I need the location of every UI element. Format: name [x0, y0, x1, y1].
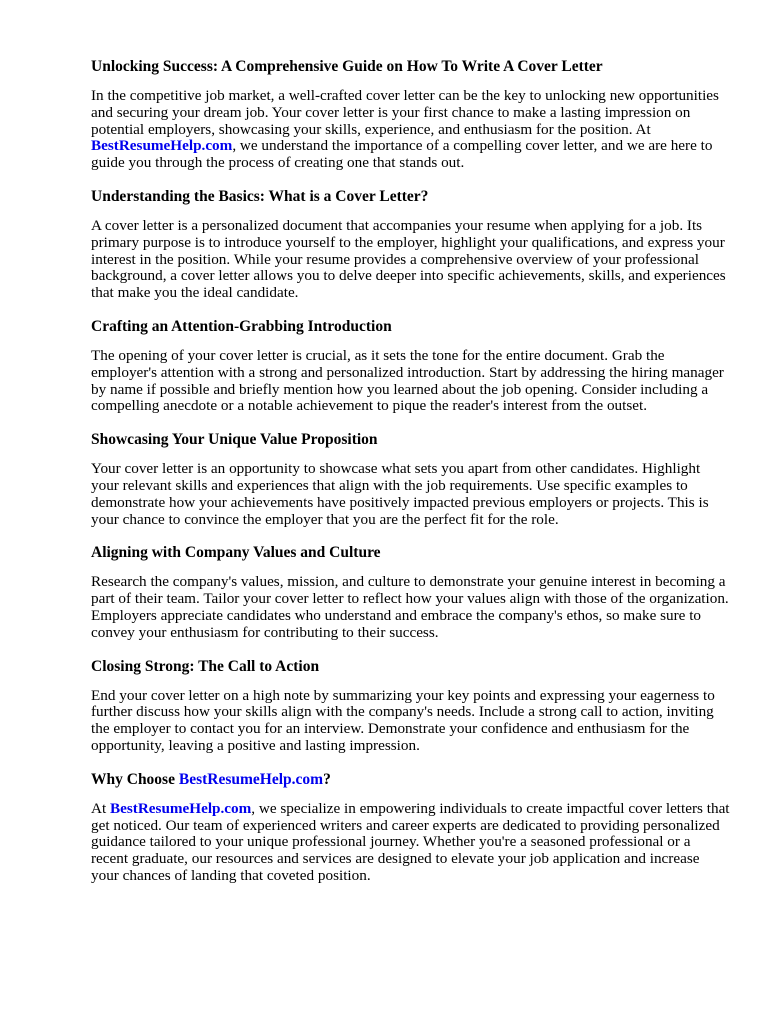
why-heading-link[interactable]: BestResumeHelp.com [178, 770, 324, 788]
section-heading-basics: Understanding the Basics: What is a Cover Letter? [91, 187, 429, 205]
section-body-why-choose [91, 801, 731, 885]
section-body-basics: A cover letter is a personalized document that accompanies your resume when applying for a job. Its primary purpose is to introduce yourself to the employer, highlight your qualifications, and express your interest in the position. While your resume provides a comprehensive overview of your professional background, a cover letter allows you to delve deeper into specific achievements, skills, and experiences that make you the ideal candidate. [91, 216, 726, 302]
section-heading-value-proposition: Showcasing Your Unique Value Proposition [91, 431, 378, 449]
intro-text-before-link: In the competitive job market, a well-crafted cover letter can be the key to unlocking new opportunities and securing your dream job. Your cover letter is your first chance to make a lasting impression on potential employers, showcasing your skills, experience, and enthusiasm for the position. At [91, 87, 719, 138]
intro-text-after-link: , we understand the importance of a compelling cover letter, and we are here to guide you through the process of creating one that stands out. [91, 137, 713, 172]
section-heading-company-values: Aligning with Company Values and Culture [91, 544, 381, 562]
why-body-before-link: At [91, 799, 110, 817]
section-heading-why-choose [91, 771, 731, 788]
intro-paragraph [91, 88, 731, 172]
why-body-link[interactable]: BestResumeHelp.com [109, 799, 252, 817]
section-heading-introduction: Crafting an Attention-Grabbing Introduction [91, 317, 392, 335]
why-heading-after-link: ? [323, 770, 331, 788]
why-body-after-link: , we specialize in empowering individuals to create impactful cover letters that get noticed. Our team of experienced writers and career experts are dedicated to providing personalized guidance tailored to your unique professional journey. Whether you're a seasoned professional or a recent graduate, our resources and services are designed to elevate your job application and increase your chances of landing that coveted position. [91, 799, 730, 884]
document-page [91, 58, 731, 885]
why-heading-before-link: Why Choose [91, 770, 179, 788]
section-body-closing: End your cover letter on a high note by summarizing your key points and expressing your eagerness to further discuss how your skills align with the company's needs. Include a strong call to action, inviting the employer to contact you for an interview. Demonstrate your confidence and enthusiasm for the opportunity, leaving a positive and lasting impression. [91, 686, 715, 754]
section-body-introduction: The opening of your cover letter is crucial, as it sets the tone for the entire document. Grab the employer's attention with a strong and personalized introduction. Start by addressing the hiring manager by name if possible and briefly mention how you learned about the job opening. Consider including a compelling anecdote or a notable achievement to pique the reader's interest from the outset. [91, 346, 724, 415]
section-body-value-proposition: Your cover letter is an opportunity to showcase what sets you apart from other candidates. Highlight your relevant skills and experiences that align with the job requirements. Use specific examples to demonstrate how your achievements have positively impacted previous employers or projects. This is your chance to convince the employer that you are the perfect fit for the role. [91, 460, 709, 528]
bestresumehelp-link[interactable]: BestResumeHelp.com [91, 137, 233, 155]
document-title: Unlocking Success: A Comprehensive Guide on How To Write A Cover Letter [91, 58, 603, 75]
section-heading-closing: Closing Strong: The Call to Action [91, 657, 320, 675]
section-body-company-values: Research the company's values, mission, and culture to demonstrate your genuine interest in becoming a part of their team. Tailor your cover letter to reflect how your values align with those of the organization. Employers appreciate candidates who understand and embrace the company's ethos, so make sure to convey your enthusiasm for contributing to their success. [91, 573, 729, 641]
